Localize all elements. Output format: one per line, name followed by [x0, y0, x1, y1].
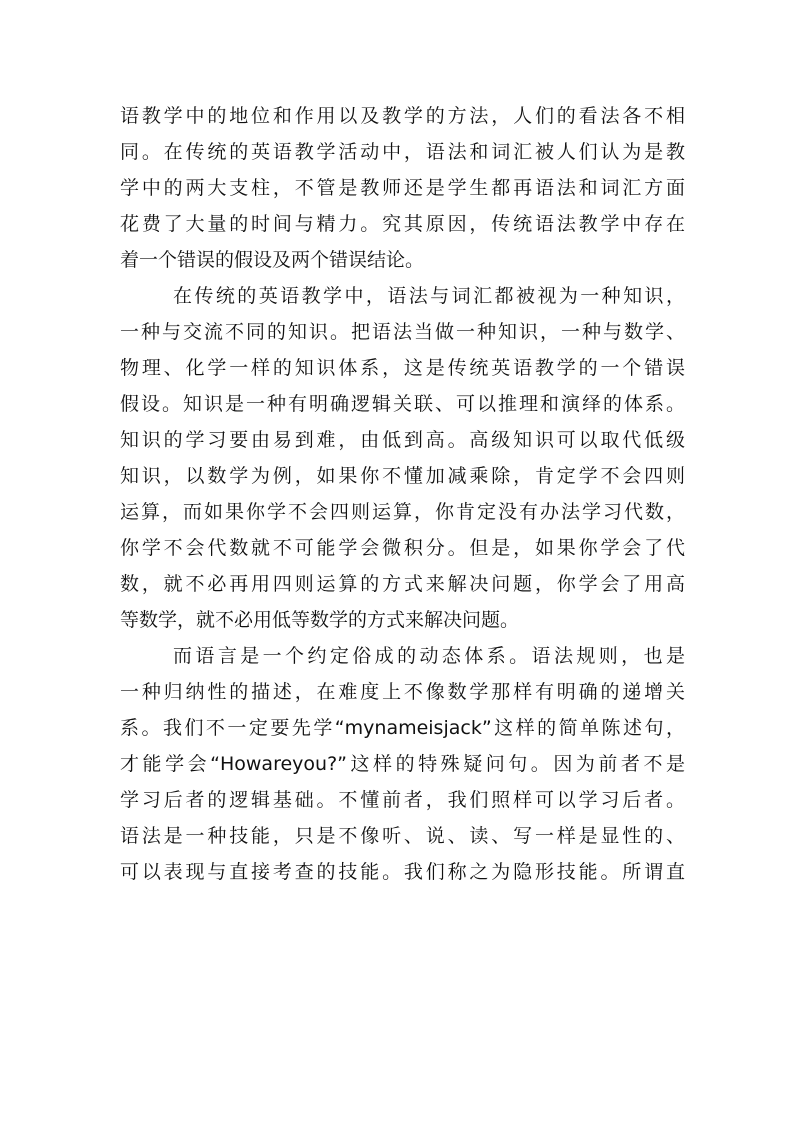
text-line: 一种归纳性的描述，在难度上不像数学那样有明确的递增关	[120, 681, 685, 703]
text-line: 知识，以数学为例，如果你不懂加减乘除，肯定学不会四则	[120, 465, 685, 487]
text-line: 花费了大量的时间与精力。究其原因，传统语法教学中存在	[120, 213, 685, 235]
text-line: 假设。知识是一种有明确逻辑关联、可以推理和演绎的体系。	[120, 393, 685, 415]
text-line: 运算，而如果你学不会四则运算，你肯定没有办法学习代数，	[120, 501, 685, 523]
text-line: 学习后者的逻辑基础。不懂前者，我们照样可以学习后者。	[120, 789, 685, 811]
text-line: 物理、化学一样的知识体系，这是传统英语教学的一个错误	[120, 357, 685, 379]
text-line: 同。在传统的英语教学活动中，语法和词汇被人们认为是教	[120, 141, 685, 163]
body-text	[120, 98, 685, 890]
text-line: 学中的两大支柱，不管是教师还是学生都再语法和词汇方面	[120, 177, 685, 199]
text-line: 语法是一种技能，只是不像听、说、读、写一样是显性的、	[120, 825, 685, 847]
text-line: 知识的学习要由易到难，由低到高。高级知识可以取代低级	[120, 429, 685, 451]
text-line: 系。我们不一定要先学“mynameisjack”这样的简单陈述句，	[120, 717, 685, 739]
text-line: 可以表现与直接考查的技能。我们称之为隐形技能。所谓直	[120, 861, 685, 883]
text-line: 数，就不必再用四则运算的方式来解决问题，你学会了用高	[120, 573, 685, 595]
text-line: 等数学，就不必用低等数学的方式来解决问题。	[120, 609, 520, 631]
text-line: 语教学中的地位和作用以及教学的方法，人们的看法各不相	[120, 105, 685, 127]
paragraph-first-line: 在传统的英语教学中，语法与词汇都被视为一种知识，	[173, 285, 685, 307]
paragraph-first-line: 而语言是一个约定俗成的动态体系。语法规则，也是	[173, 645, 685, 667]
text-line: 着一个错误的假设及两个错误结论。	[120, 249, 425, 271]
text-line: 你学不会代数就不可能学会微积分。但是，如果你学会了代	[120, 537, 685, 559]
text-line: 一种与交流不同的知识。把语法当做一种知识，一种与数学、	[120, 321, 685, 343]
text-line: 才能学会“Howareyou?”这样的特殊疑问句。因为前者不是	[120, 753, 685, 775]
